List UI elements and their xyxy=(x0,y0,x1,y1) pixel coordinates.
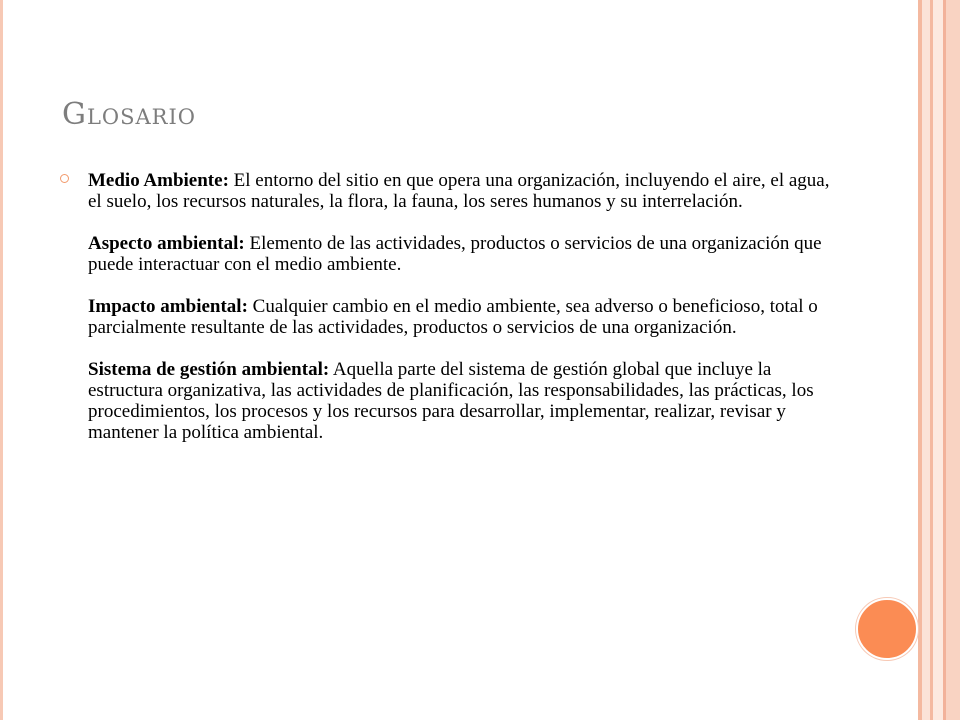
glossary-entry-impacto-ambiental xyxy=(88,296,830,338)
bullet-icon xyxy=(60,174,69,183)
right-stripe-decoration xyxy=(946,0,960,720)
glossary-definition: Aquella parte del sistema de gestión global que incluye la estructura organizativa, las actividades de planificación, las responsabilidades, las prácticas, los procedimientos, los procesos y los recursos para desarrollar, implementar, realizar, revisar y mantener la política ambiental. xyxy=(88,359,814,443)
glossary-definition: Elemento de las actividades, productos o servicios de una organización que puede interactuar con el medio ambiente. xyxy=(88,233,822,275)
glossary-entry-aspecto-ambiental xyxy=(88,233,830,275)
glossary-list xyxy=(88,170,830,443)
accent-circle-decoration xyxy=(856,598,918,660)
right-stripe-decoration xyxy=(922,0,930,720)
glossary-entry-sistema-gestion xyxy=(88,359,830,443)
glossary-term: Sistema de gestión ambiental: xyxy=(88,359,330,380)
glossary-term: Medio Ambiente: xyxy=(88,170,229,191)
glossary-entry-medio-ambiente xyxy=(88,170,830,212)
glossary-definition: El entorno del sitio en que opera una organización, incluyendo el aire, el agua, el suelo, los recursos naturales, la flora, la fauna, los seres humanos y su interrelación. xyxy=(88,170,830,212)
glossary-term: Impacto ambiental: xyxy=(88,296,248,317)
slide-title: Glosario xyxy=(62,97,197,132)
glossary-definition: Cualquier cambio en el medio ambiente, sea adverso o beneficioso, total o parcialmente resultante de las actividades, productos o servicios de una organización. xyxy=(88,296,818,338)
right-stripe-decoration xyxy=(933,0,943,720)
glossary-content xyxy=(60,170,830,464)
glossary-term: Aspecto ambiental: xyxy=(88,233,245,254)
left-border-decoration xyxy=(0,0,3,720)
